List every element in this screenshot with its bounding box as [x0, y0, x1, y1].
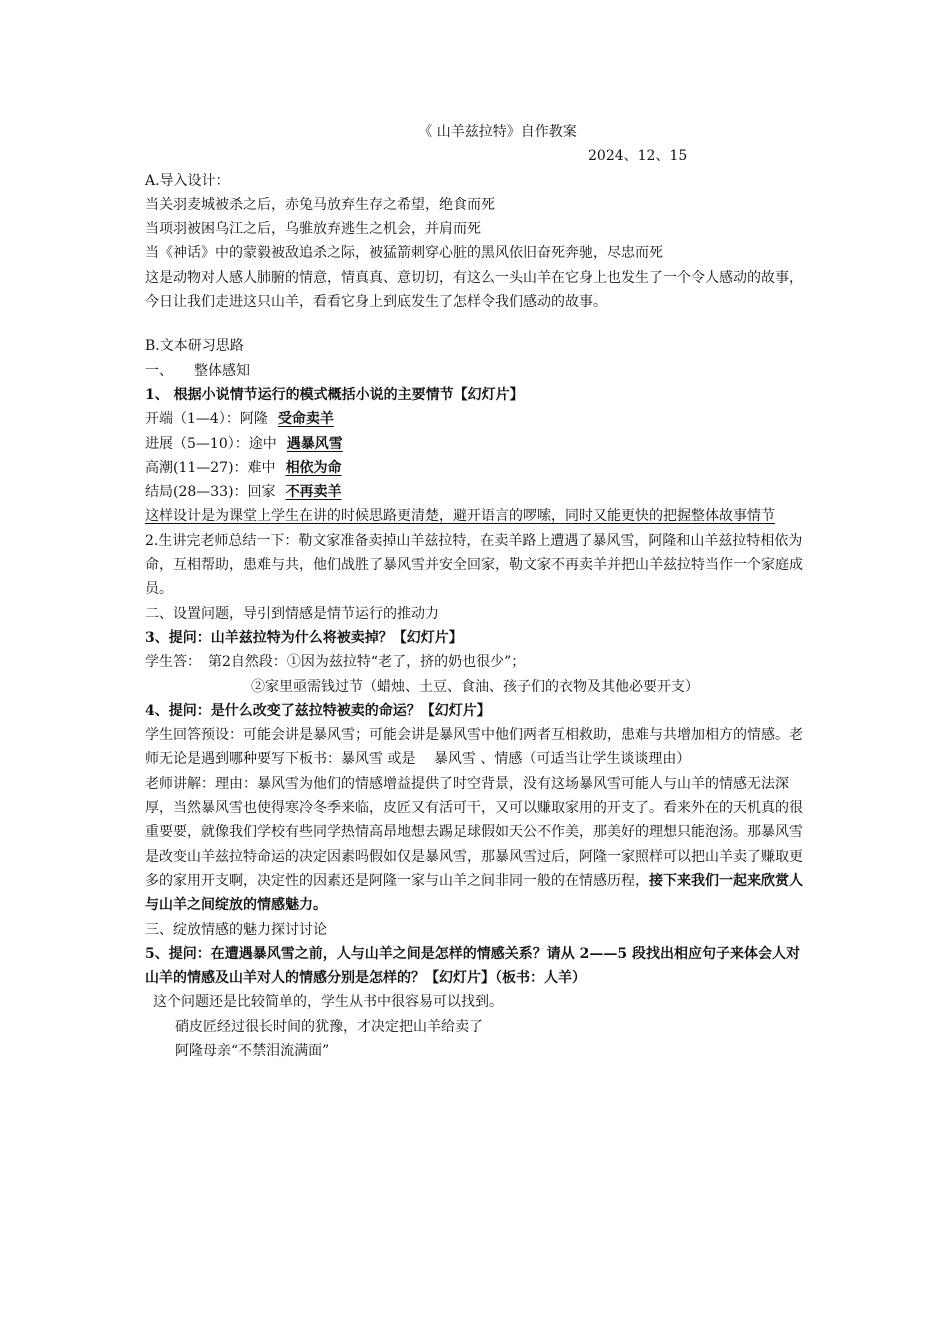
plot-label: 结局(28—33)：回家: [145, 484, 276, 501]
quote-line: 阿隆母亲“不禁泪流满面”: [175, 1042, 330, 1059]
teacher-explanation-text: 老师讲解：理由：暴风雪为他们的情感增益提供了时空背景，没有这场暴风雪可能人与山羊的情感无法深厚，当然暴风雪也使得寒冷冬季来临，皮匠又有活可干，又可以赚取家用的开支了。看来外在的天机真的很重要要，就像我们学校有些同学热情高昂地想去踢足球假如天公不作美，那美好的理想只能泡汤。那暴风雪是改变山羊兹拉特命运的决定因素吗假如仅是暴风雪，那暴风雪过后，阿隆一家照样可以把山羊卖了赚取更多的家用开支啊，决定性的因素还是阿隆一家与山羊之间非同一般的在情感历程，: [145, 775, 803, 889]
teacher-explanation-bold: 接下来我们一起来欣赏人与山羊之间绽放的情感魅力。: [145, 872, 803, 914]
plot-row-development: [145, 432, 810, 456]
plot-label: 开端（1—4）：阿隆: [145, 411, 268, 428]
intro-line-2: 当项羽被困乌江之后，乌骓放弃逃生之机会，并肩而死: [145, 221, 481, 238]
plot-row-ending: [145, 480, 810, 504]
intro-line-1: 当关羽麦城被杀之后，赤兔马放弃生存之希望，绝食而死: [145, 196, 495, 213]
document-title: 《 山羊兹拉特》自作教案: [418, 124, 577, 140]
question-4: 4、提问：是什么改变了兹拉特被卖的命运？【幻灯片】: [145, 702, 491, 719]
plot-row-climax: [145, 456, 810, 480]
question-5-note: 这个问题还是比较简单的，学生从书中很容易可以找到。: [153, 994, 503, 1011]
plot-label: 高潮(11—27)：难中: [145, 459, 276, 476]
lesson-plan-document: [145, 120, 810, 1063]
part3-heading: 三、绽放情感的魅力探讨讨论: [145, 921, 327, 938]
plot-answer: 相依为命: [285, 459, 342, 476]
plot-answer: 遇暴风雪: [286, 435, 343, 452]
intro-paragraph: 这是动物对人感人肺腑的情意，情真真、意切切，有这么一头山羊在它身上也发生了一个令人感动的故事，今日让我们走进这只山羊，看看它身上到底发生了怎样令我们感动的故事。: [145, 269, 803, 311]
teacher-explanation: [145, 772, 810, 918]
intro-line-3: 当《神话》中的蒙毅被敌追杀之际，被猛箭刺穿心脏的黑风依旧奋死奔驰，尽忠而死: [145, 245, 663, 262]
document-date: 2024、12、15: [588, 148, 688, 165]
plot-label: 进展（5—10）：途中: [145, 435, 277, 452]
teacher-summary: 2.生讲完老师总结一下：勒文家准备卖掉山羊兹拉特，在卖羊路上遭遇了暴风雪，阿隆和山羊兹拉特相依为命，互相帮助，患难与共，他们战胜了暴风雪并安全回家，勒文家不再卖羊并把山羊兹拉特当作一个家庭成员。: [145, 532, 803, 598]
question-3-answer-1: 学生答： 第2自然段：①因为兹拉特“老了，挤的奶也很少”；: [145, 654, 526, 671]
question-1: 1、 根据小说情节运行的模式概括小说的主要情节【幻灯片】: [145, 386, 524, 403]
plot-answer: 受命卖羊: [277, 411, 334, 428]
part2-heading: 二、设置问题，导引到情感是情节运行的推动力: [145, 605, 439, 622]
question-3-answer-2: ②家里亟需钱过节（蜡烛、土豆、食油、孩子们的衣物及其他必要开支）: [251, 678, 699, 695]
design-note: 这样设计是为课堂上学生在讲的时候思路更清楚，避开语言的啰嗦，同时又能更快的把握整体故事情节: [145, 508, 775, 525]
question-5: 5、提问：在遭遇暴风雪之前，人与山羊之间是怎样的情感关系？请从 2——5 段找出相应句子来体会人对山羊的情感及山羊对人的情感分别是怎样的？【幻灯片】（板书：人羊）: [145, 945, 800, 987]
section-b-heading: B.文本研习思路: [145, 338, 244, 355]
plot-row-beginning: [145, 407, 810, 431]
section-a-heading: A.导入设计：: [145, 172, 230, 189]
question-3: 3、提问：山羊兹拉特为什么将被卖掉？【幻灯片】: [145, 629, 463, 646]
plot-answer: 不再卖羊: [285, 484, 342, 501]
part1-heading: 一、 整体感知: [145, 362, 250, 379]
quote-line: 硝皮匠经过很长时间的犹豫，才决定把山羊给卖了: [175, 1018, 483, 1035]
question-4-answer: 学生回答预设：可能会讲是暴风雪；可能会讲是暴风雪中他们两者互相救助，患难与共增加相方的情感。老师无论是遇到哪种要写下板书：暴风雪 或是 暴风雪 、情感（可适当让学生谈谈理由）: [145, 727, 803, 768]
